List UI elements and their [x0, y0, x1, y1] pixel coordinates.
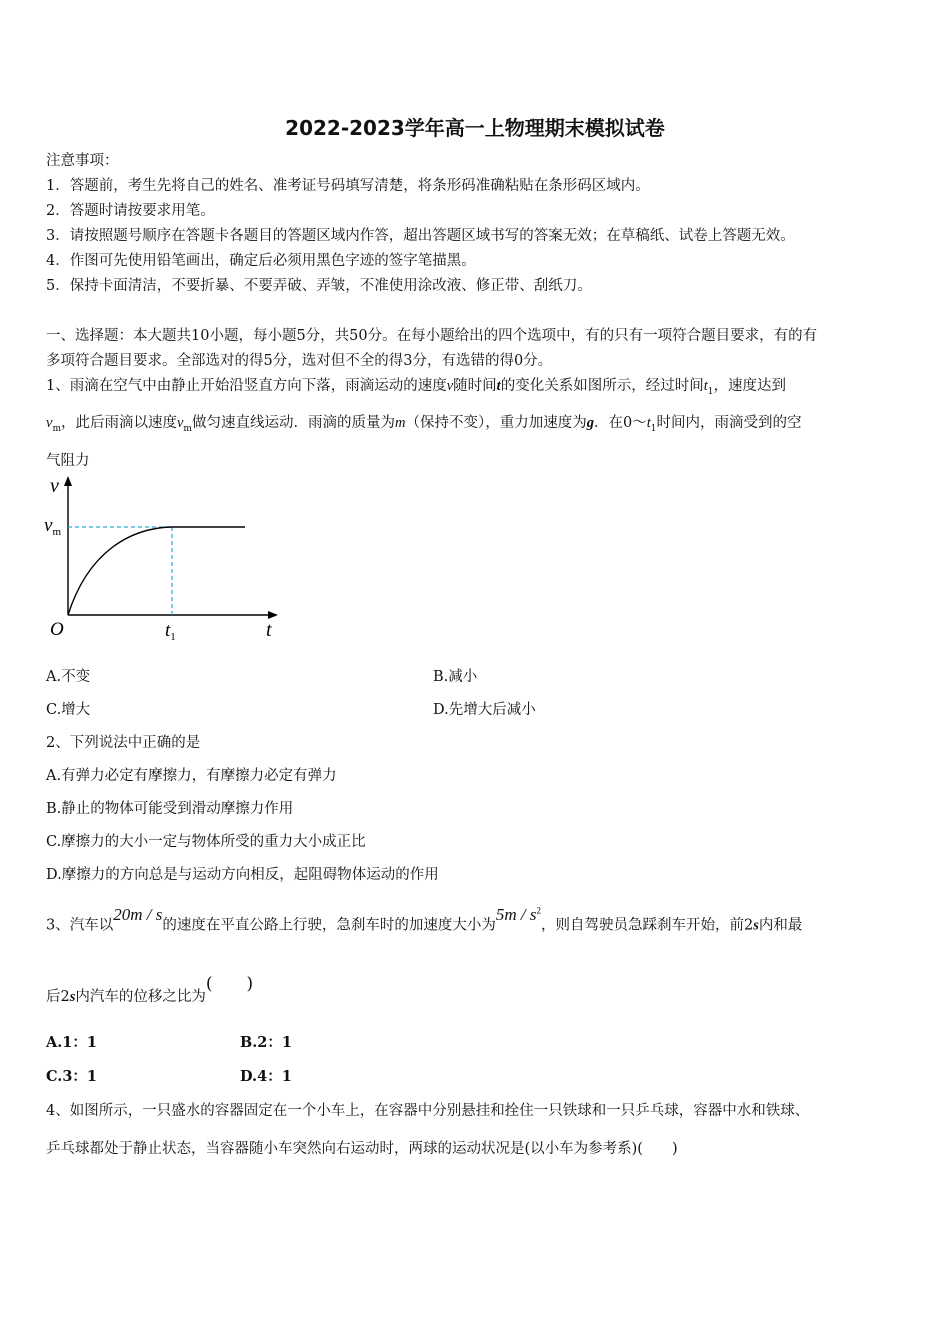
- x-axis-arrow: [268, 611, 278, 619]
- q1-option-a[interactable]: A.不变: [46, 669, 91, 685]
- question-3-stem: 后2s内汽车的位移之比为( ): [46, 974, 254, 1005]
- q2-option-b[interactable]: B.静止的物体可能受到滑动摩擦力作用: [46, 801, 294, 817]
- q2-option-c[interactable]: C.摩擦力的大小一定与物体所受的重力大小成正比: [46, 834, 366, 850]
- velocity-curve: [68, 527, 245, 615]
- x-axis-label: t: [266, 619, 272, 641]
- notice-item: 4．作图可先使用铅笔画出，确定后必须用黑色字迹的签字笔描黑。: [46, 253, 476, 269]
- section-intro: 多项符合题目要求。全部选对的得5分，选对但不全的得3分，有选错的得0分。: [46, 353, 553, 369]
- question-1-stem: $v_m$，此后雨滴以速度$v_m$做匀速直线运动．雨滴的质量为m（保持不变），重力加速度为g．在$0\sim t_1$时间内，雨滴受到的空: [46, 415, 802, 434]
- q1-option-d[interactable]: D.先增大后减小: [433, 702, 536, 718]
- notice-item: 5．保持卡面清洁，不要折暴、不要弄破、弄皱，不准使用涂改液、修正带、刮纸刀。: [46, 278, 592, 294]
- t1-axis-label: $t_1$: [165, 620, 176, 643]
- velocity-time-graph: [40, 472, 290, 647]
- notice-item: 2．答题时请按要求用笔。: [46, 203, 215, 219]
- origin-label: O: [50, 619, 64, 640]
- question-2-stem: 2、下列说法中正确的是: [46, 735, 201, 751]
- notice-heading: 注意事项：: [46, 153, 119, 169]
- section-intro: 一、选择题：本大题共10小题，每小题5分，共50分。在每小题给出的四个选项中，有的只有一项符合题目要求，有的有: [46, 328, 818, 344]
- notice-item: 1．答题前，考生先将自己的姓名、准考证号码填写清楚，将条形码准确粘贴在条形码区域内。: [46, 178, 650, 194]
- notice-item: 3．请按照题号顺序在答题卡各题目的答题区域内作答，超出答题区域书写的答案无效；在草稿纸、试卷上答题无效。: [46, 228, 795, 244]
- speed-expression: 20m / s: [113, 904, 163, 924]
- question-1-stem: 气阻力: [46, 453, 90, 469]
- q1-option-b[interactable]: B.减小: [433, 669, 478, 685]
- q3-option-c[interactable]: C.3：1: [46, 1068, 98, 1085]
- y-axis-arrow: [64, 476, 72, 486]
- q3-option-a[interactable]: A.1：1: [46, 1034, 97, 1051]
- vm-axis-label: $v_m$: [44, 515, 61, 538]
- exam-title: 2022-2023学年高一上物理期末模拟试卷: [285, 116, 665, 140]
- question-4-stem: 4、如图所示，一只盛水的容器固定在一个小车上，在容器中分别悬挂和拴住一只铁球和一只乒乓球，容器中水和铁球、: [46, 1103, 810, 1119]
- y-axis-label: v: [50, 475, 59, 497]
- question-1-stem: 1、雨滴在空气中由静止开始沿竖直方向下落，雨滴运动的速度v随时间t的变化关系如图所示，经过时间$t_1$，速度达到: [46, 378, 786, 397]
- q1-option-c[interactable]: C.增大: [46, 702, 91, 718]
- question-3-stem: 3、汽车以20m / s的速度在平直公路上行驶，急刹车时的加速度大小为$5m / s^2$，则自驾驶员急踩刹车开始，前2s内和最: [46, 904, 803, 934]
- question-4-stem: 乒乓球都处于静止状态，当容器随小车突然向右运动时，两球的运动状况是(以小车为参考系)( ): [46, 1141, 678, 1157]
- answer-parenthesis: ( ): [205, 974, 254, 994]
- q3-option-d[interactable]: D.4：1: [240, 1068, 292, 1085]
- q3-option-b[interactable]: B.2：1: [240, 1034, 292, 1051]
- acceleration-expression: $5m / s^2$: [495, 904, 541, 924]
- q2-option-a[interactable]: A.有弹力必定有摩擦力，有摩擦力必定有弹力: [46, 768, 337, 784]
- q2-option-d[interactable]: D.摩擦力的方向总是与运动方向相反，起阻碍物体运动的作用: [46, 867, 439, 883]
